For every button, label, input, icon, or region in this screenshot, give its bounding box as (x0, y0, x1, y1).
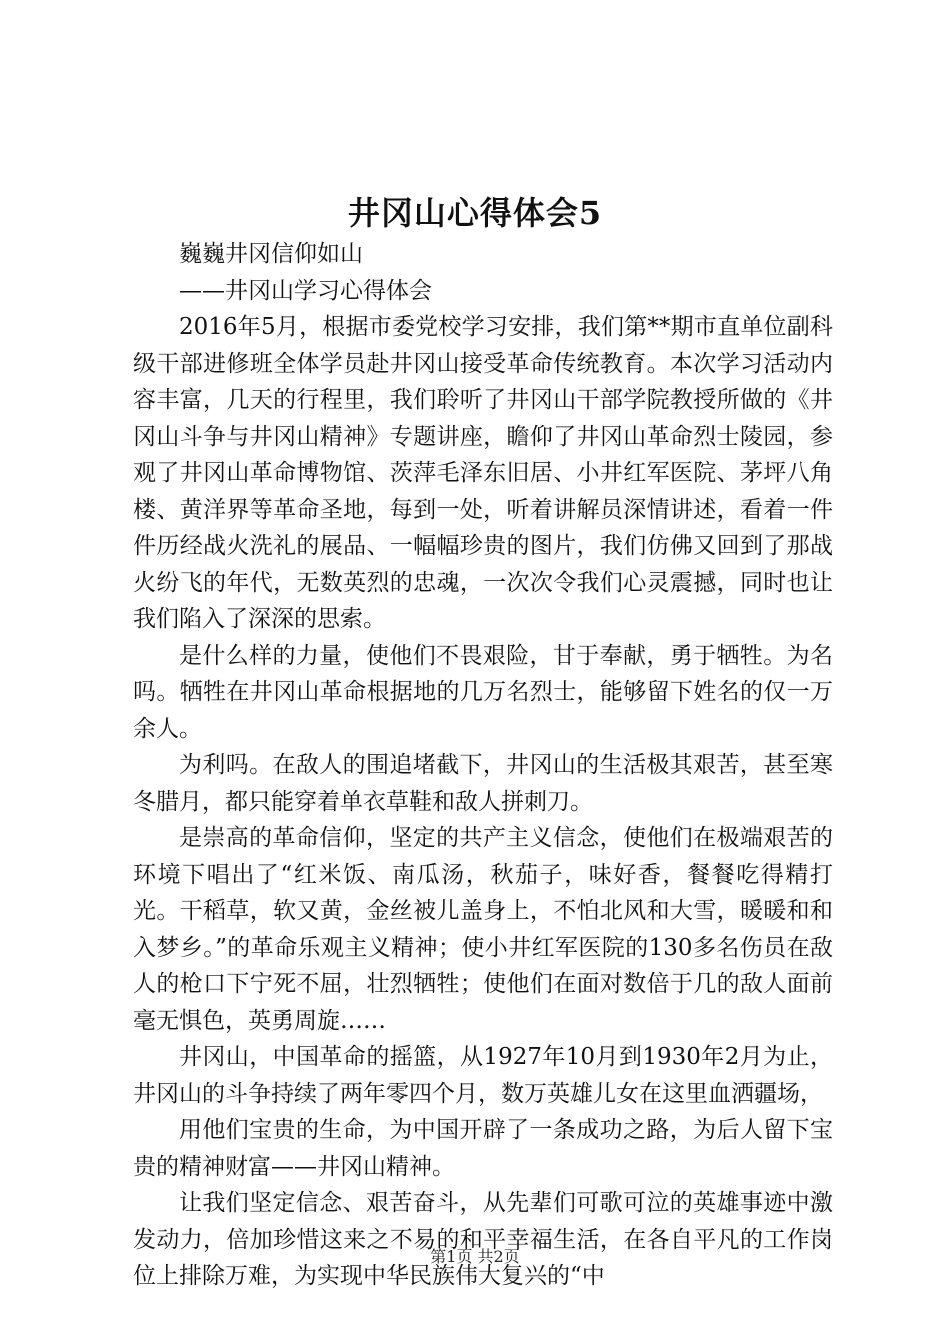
body-paragraph: 是什么样的力量，使他们不畏艰险，甘于奉献，勇于牺牲。为名吗。牺牲在井冈山革命根据地的几万名烈士，能够留下姓名的仅一万余人。 (133, 642, 833, 742)
page-title: 井冈山心得体会5 (347, 194, 603, 232)
body-paragraph: 2016年5月，根据市委党校学习安排，我们第**期市直单位副科级干部进修班全体学员赴井冈山接受革命传统教育。本次学习活动内容丰富，几天的行程里，我们聆听了井冈山干部学院教授所做的《井冈山斗争与井冈山精神》专题讲座，瞻仰了井冈山革命烈士陵园，参观了井冈山革命博物馆、茨萍毛泽东旧居、小井红军医院、茅坪八角楼、黄洋界等革命圣地，每到一处，听着讲解员深情讲述，看着一件件历经战火洗礼的展品、一幅幅珍贵的图片，我们仿佛又回到了那战火纷飞的年代，无数英烈的忠魂，一次次令我们心灵震撼，同时也让我们陷入了深深的思索。 (133, 314, 833, 632)
body-paragraph: 井冈山，中国革命的摇篮，从1927年10月到1930年2月为止，井冈山的斗争持续了两年零四个月，数万英雄儿女在这里血洒疆场， (133, 1044, 833, 1107)
body-paragraph: 用他们宝贵的生命，为中国开辟了一条成功之路，为后人留下宝贵的精神财富——井冈山精神。 (133, 1117, 833, 1180)
document-body (133, 236, 833, 1295)
body-paragraph: 让我们坚定信念、艰苦奋斗，从先辈们可歌可泣的英雄事迹中激发动力，倍加珍惜这来之不易的和平幸福生活，在各自平凡的工作岗位上排除万难，为实现中华民族伟大复兴的“中 (133, 1190, 833, 1289)
body-paragraph: 为利吗。在敌人的围追堵截下，井冈山的生活极其艰苦，甚至寒冬腊月，都只能穿着单衣草鞋和敌人拼刺刀。 (133, 752, 833, 815)
body-paragraph: 是崇高的革命信仰，坚定的共产主义信念，使他们在极端艰苦的环境下唱出了“红米饭、南瓜汤，秋茄子，味好香，餐餐吃得精打光。干稻草，软又黄，金丝被儿盖身上，不怕北风和大雪，暖暖和和入梦乡。”的革命乐观主义精神；使小井红军医院的130多名伤员在敌人的枪口下宁死不屈，壮烈牺牲；使他们在面对数倍于几的敌人面前毫无惧色，英勇周旋…… (133, 825, 833, 1034)
page-number-footer: 第1页 共2页 (430, 1247, 520, 1266)
subtitle-line: 巍巍井冈信仰如山 (179, 241, 363, 267)
subtitle-line: ——井冈山学习心得体会 (179, 277, 432, 304)
